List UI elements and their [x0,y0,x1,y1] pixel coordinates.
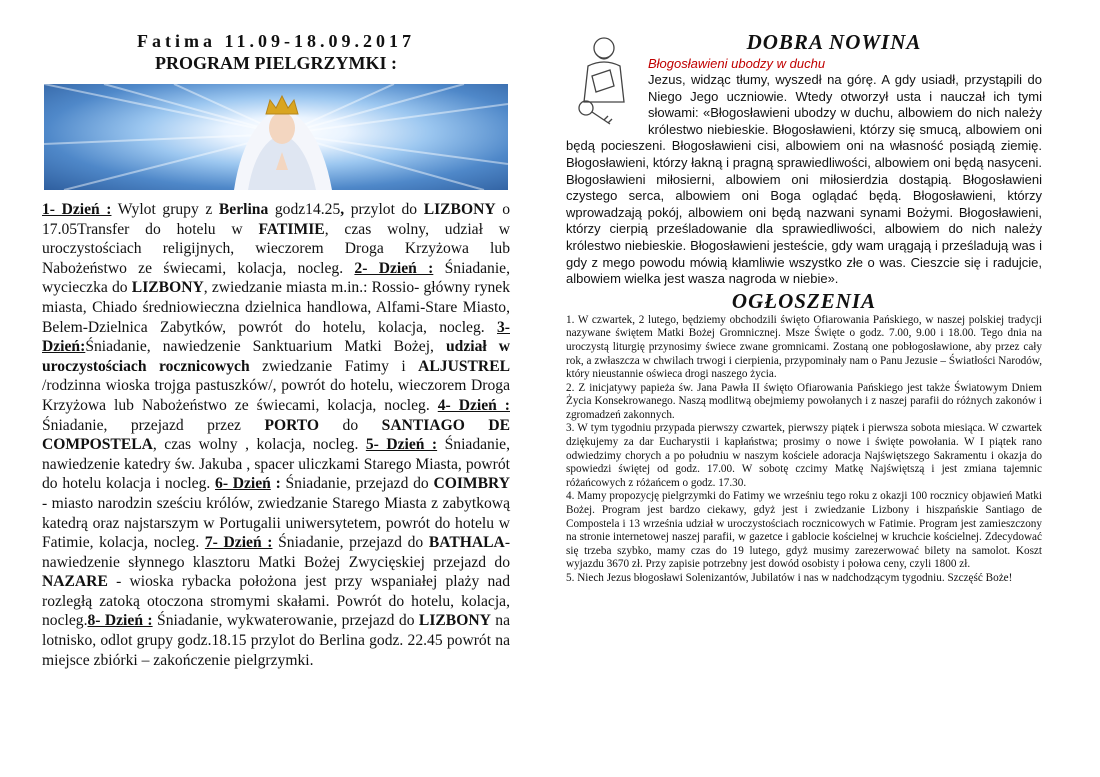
program-text: : [270,475,281,493]
pilgrimage-program-text [42,200,510,670]
madonna-illustration [44,84,508,190]
program-text: Wylot grupy z [111,201,219,218]
announcement-item: 5. Niech Jezus błogosławi Solenizantów, Jubilatów i nas w nadchodzącym tygodniu. Szczęść Boże! [566,572,1013,584]
program-text: /rodzinna wioska trojga pastuszków/, powrót do hotelu, wieczorem Droga Krzyżowa lub Nabożeństwo ze świecami, kolacja, nocleg. [42,377,510,414]
place-name: LIZBONY [423,201,496,218]
place-name: SANTIAGO DE COMPOSTELA [42,416,510,454]
place-name: PORTO [264,416,320,434]
program-text: , czas wolny, udział w uroczystościach religijnych, wieczorem Droga Krzyżowa lub Nabożeństwo ze świecami, kolacja, nocleg. [42,220,511,277]
program-text: Śniadanie, przejazd do [272,534,429,552]
program-text: zwiedzanie Fatimy i [249,357,419,375]
announcement-item: 3. W tym tygodniu przypada pierwszy czwartek, pierwszy piątek i pierwsza sobota miesiąca. W czwartek dziękujemy za dar Eucharystii i kapłaństwa; prosimy o nowe i święte powołania. W I piątek rano odwiedzimy chorych a po południu w naszym kościele adoracja Najświętszego Sakramentu i okazja do spowiedzi świętej od godz. 17.00. W sobotę czcimy Matkę Najświętszą i jest zmiana tajemnic różańcowych z różańcem o godz. 17.30. [566,422,1042,489]
day-7-label: 7- Dzień : [204,534,273,552]
day-6-label: 6- Dzień [215,475,271,493]
gospel-text: Jezus, widząc tłumy, wyszedł na górę. A gdy usiadł, przystąpili do Niego Jego uczniowie. Wtedy otworzył usta i nauczał ich tymi słowami: «Błogosławieni ubodzy w duchu, albowiem do nich należy królestwo niebieskie. Błogosławieni, którzy się smucą, albowiem oni będą pocieszeni. Błogosławieni cisi, albowiem oni na własność posiądą ziemię. Błogosławieni, którzy łakną i pragną sprawiedliwości, albowiem oni będą nasyceni. Błogosławieni miłosierni, albowiem oni miłosierdzia dostąpią. Błogosławieni czystego serca, albowiem oni Boga oglądać będą. Błogosławieni, którzy wprowadzają pokój, albowiem oni będą nazwani synami Bożymi. Błogosławieni, którzy cierpią prześladowanie dla sprawiedliwości, albowiem do nich należy królestwo niebieskie. Błogosławieni jesteście, gdy wam urągają i prześladują was i gdy z mego powodu mówią kłamliwie wszystko złe o was. Cieszcie się i radujcie, albowiem wielka jest wasza nagroda w niebie». [566,72,1042,287]
gospel-title: DOBRA NOWINA [746,30,922,54]
day-2-label: 2- Dzień : [354,259,434,277]
gospel-subtitle: Błogosławieni ubodzy w duchu [648,56,826,71]
place-name: FATIMIE [258,220,325,238]
trip-title: Fatima 11.09-18.09.2017 [137,31,415,51]
announcement-item: 2. Z inicjatywy papieża św. Jana Pawła II święto Ofiarowania Pańskiego jest także Światowym Dniem Życia Konsekrowanego. Naszą modlitwą obejmiemy powołanych i z naszej parafii do różnych zakonów i zgromadzeń zakonnych. [566,381,1042,421]
program-text: udział w uroczystościach rocznicowych [42,338,511,375]
place-name: NAZARE [42,573,108,591]
program-text: Śniadanie, przejazd przez [42,416,265,434]
left-column [42,30,510,670]
place-name: BATHALA [428,534,505,552]
program-text: Śniadanie, wycieczka do [42,259,511,297]
program-text: , zwiedzanie miasta m.in.: Rossio- główny rynek miasta, Chiado średniowieczna dzielnica handlowa, Alfami-Stare Miasto, Belem-Dzielnica Zabytków, powrót do hotelu, kolacja, nocleg. [42,279,511,336]
program-text: Śniadanie, przejazd do [280,475,434,493]
program-text: o 17.05Transfer do hotelu w [42,201,511,238]
place-name: ALJUSTREL [418,357,510,375]
program-text: - wioska rybacka położona jest przy wspaniałej plaży nad rozległą zatoką otoczona stromymi skałami. Powrót do hotelu, kolacja, nocleg. [42,573,510,630]
place-name: Berlina [218,201,269,218]
announcements-list [566,314,1042,586]
announcement-item: 1. W czwartek, 2 lutego, będziemy obchodzili święto Ofiarowania Pańskiego, w naszej polskiej tradycji nazywane świętem Matki Bożej Gromnicznej. Msze Święte o godz. 7.00, 9.00 i 18.00. Tego dnia na uroczystą liturgię przynosimy świece zwane gromnicami. Zostaną one pobłogosławione, aby przez cały rok, a zwłaszcza w chwilach trwogi i cierpienia, przypominały nam o Panu Jezusie – Światłości Narodów, który nieustannie oświeca drogi naszego życia. [566,313,1042,381]
program-text: , czas wolny , kolacja, nocleg. [152,436,366,454]
gospel-text-block [566,72,1042,288]
program-text: na lotnisko, odlot grupy godz.18.15 przylot do Berlina godz. 22.45 powrót na miejsce zbiórki – zakończenie pielgrzymki. [42,612,510,669]
program-text: godz14.25 [268,201,341,218]
saint-peter-icon [566,32,640,128]
fatima-madonna-image [44,84,508,190]
program-text: do [319,416,382,434]
program-text: - nawiedzenie słynnego klasztoru Matki Bożej Zwycięskiej przejazd do [42,534,511,571]
program-text: - miasto narodzin sześciu królów, zwiedzanie Starego Miasta z zabytkową katedrą oraz najstarszym w Portugalii uniwersytetem, powrót do hotelu w Fatimie, kolacja, nocleg. [42,494,510,552]
day-3-label: 3- Dzień: [42,318,510,356]
day-5-label: 5- Dzień : [365,436,438,454]
right-column [566,30,1042,586]
day-4-label: 4- Dzień : [437,396,510,414]
announcements-title: OGŁOSZENIA [731,288,877,313]
day-8-label: 8- Dzień : [87,612,153,630]
program-text: Śniadanie, wykwaterowanie, przejazd do [152,612,419,630]
place-name: LIZBONY [418,612,491,630]
program-text: Śniadanie, nawiedzenie katedry św. Jakuba , spacer uliczkami Starego Miasta, powrót do hotelu kolacja i nocleg. [42,436,511,493]
announcement-item: 4. Mamy propozycję pielgrzymki do Fatimy we wrześniu tego roku z okazji 100 rocznicy objawień Matki Bożej. Program jest bardzo ciekawy, gdyż jest i zwiedzanie Lizbony i hiszpańskie Santiago de Compostela i 13 września udział w uroczystościach rocznicowych w Fatimie. Program jest zamieszczony na stronie internetowej naszej parafii, w gazetce i gablocie kościelnej w kruchcie kościelnej. Zdecydować się trzeba szybko, mamy czas do 19 lutego, gdyż musimy zarezerwować bilety na samolot. Koszt wyjazdu 3670 zł. Przy zapisie potrzebny jest dowód osobisty i połowa ceny, czyli 1800 zł. [566,490,1042,571]
day-1-label: 1- Dzień : [42,201,112,218]
program-text: Śniadanie, nawiedzenie Sanktuarium Matki Bożej, [85,338,446,356]
place-name: COIMBRY [433,475,511,493]
program-text: , [340,201,345,218]
program-heading: PROGRAM PIELGRZYMKI : [155,53,397,73]
place-name: LIZBONY [131,279,204,297]
program-text: przylot do [344,201,424,218]
